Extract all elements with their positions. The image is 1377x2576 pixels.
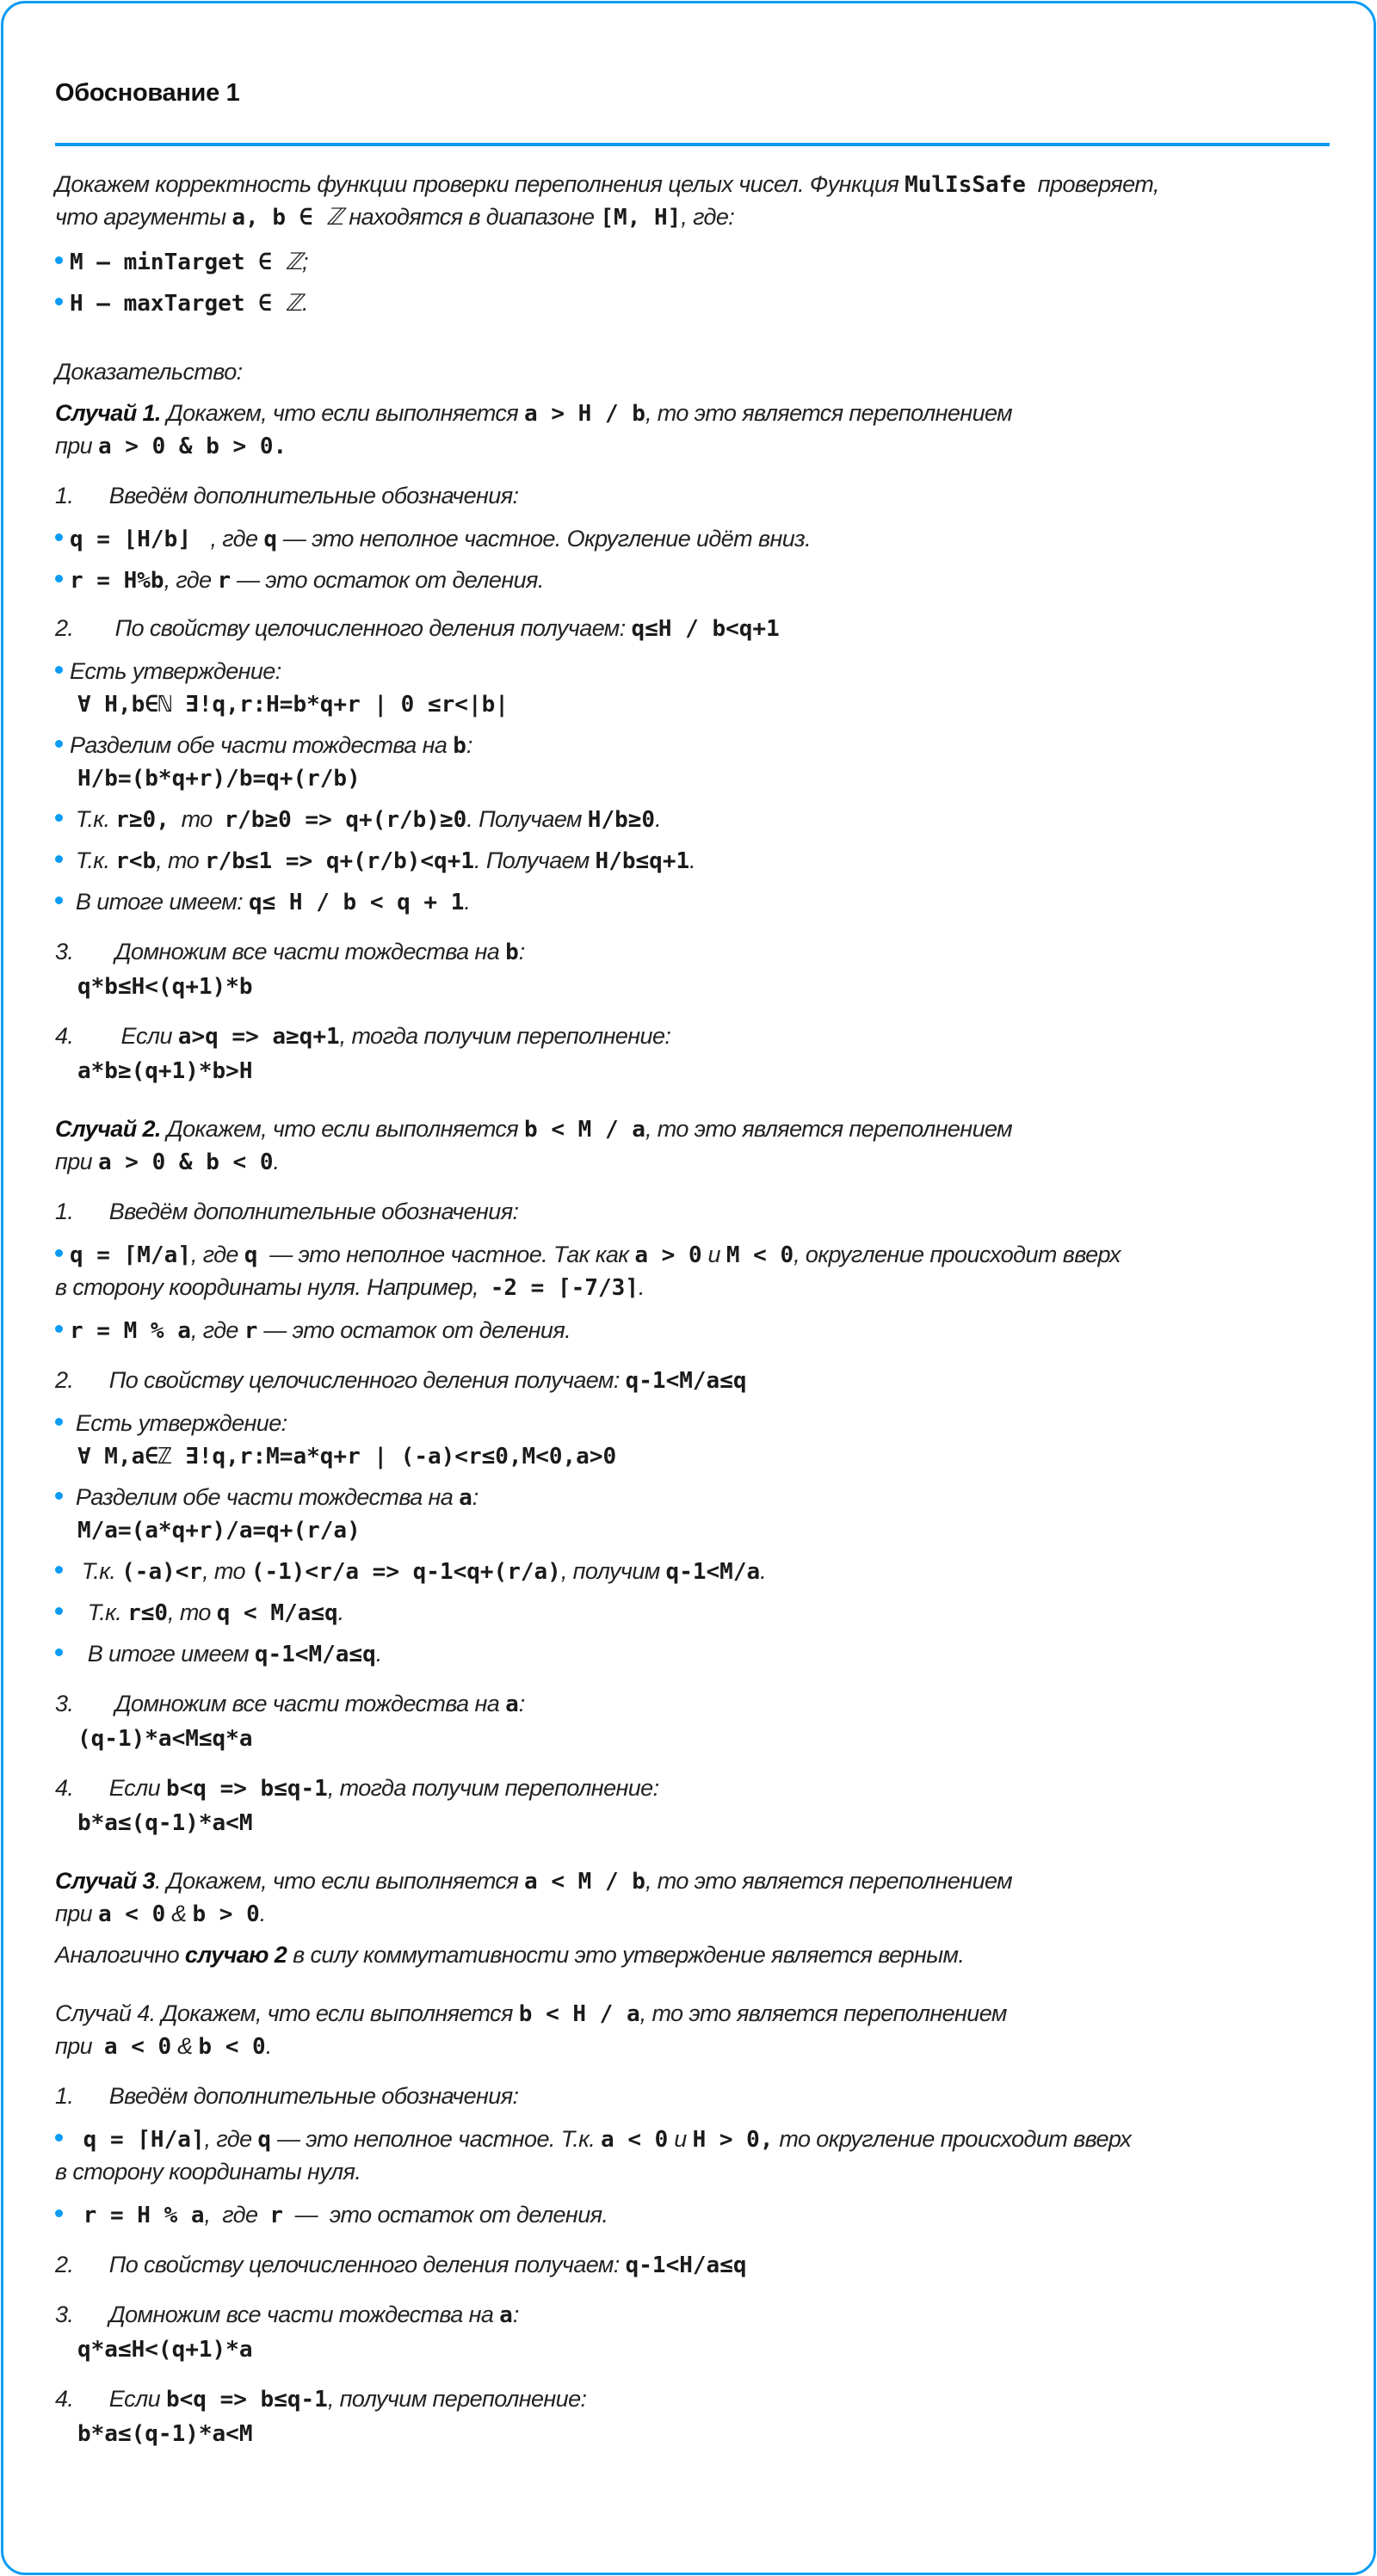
text-line bbox=[55, 2031, 272, 2061]
code-expression: a>q => a≥q+1 bbox=[177, 1024, 340, 1050]
bullet-item bbox=[55, 564, 544, 595]
bullet-item bbox=[55, 523, 811, 554]
bullet-item bbox=[55, 1482, 479, 1513]
code-expression: q*a≤H<(q+1)*a bbox=[77, 2337, 253, 2363]
text-fragment: — это остаток от деления. bbox=[282, 2202, 608, 2228]
code-expression: r<b bbox=[115, 848, 157, 874]
text-fragment: Т.к. bbox=[70, 1599, 128, 1625]
code-expression: b<q => b≤q-1 bbox=[165, 1776, 328, 1802]
code-expression: r = H % a bbox=[70, 2203, 205, 2228]
text-fragment: 2. По свойству целочисленного деления получаем: bbox=[55, 615, 632, 641]
text-fragment: 1. Введём дополнительные обозначения: bbox=[55, 483, 519, 508]
text-fragment: при bbox=[55, 1901, 98, 1926]
text-fragment: и bbox=[701, 1242, 726, 1267]
text-fragment: при bbox=[55, 1149, 98, 1174]
text-line bbox=[77, 971, 253, 1001]
bullet-item bbox=[55, 730, 472, 761]
text-line bbox=[55, 1772, 658, 1803]
code-expression: r/b≥0 => q+(r/b)≥0 bbox=[224, 807, 467, 833]
text-fragment: 4. Если bbox=[55, 1775, 166, 1801]
text-fragment: Т.к. bbox=[70, 1558, 122, 1584]
bullet-dot-icon bbox=[55, 740, 63, 748]
text-fragment: , где bbox=[190, 1317, 244, 1343]
text-fragment: & bbox=[165, 1901, 193, 1926]
text-fragment: 2. По свойству целочисленного деления получаем: bbox=[55, 2252, 626, 2277]
text-line bbox=[55, 1688, 525, 1719]
code-expression: q = ⌊H/b⌋ bbox=[70, 527, 205, 552]
code-expression: a, b ∈ bbox=[232, 205, 326, 231]
bullet-item bbox=[55, 1638, 382, 1669]
text-fragment: проверяет, bbox=[1025, 171, 1159, 197]
code-expression: a bbox=[499, 2302, 513, 2328]
text-line bbox=[55, 430, 287, 461]
code-expression: b*a≤(q-1)*a<M bbox=[77, 1810, 253, 1836]
text-fragment: — это неполное частное. Так как bbox=[257, 1242, 635, 1267]
code-expression: a > 0 & b < 0 bbox=[98, 1149, 274, 1175]
bullet-dot-icon bbox=[55, 1325, 63, 1333]
code-expression: a < 0 bbox=[103, 2034, 172, 2060]
code-expression: r bbox=[269, 2203, 283, 2228]
bullet-item bbox=[55, 2199, 608, 2230]
code-expression: q bbox=[263, 527, 277, 552]
case-label: Случай 2. bbox=[55, 1116, 161, 1142]
text-fragment: то округление происходит вверх bbox=[773, 2126, 1132, 2152]
code-expression: q = ⌈H/a⌉ bbox=[70, 2127, 205, 2153]
text-fragment: Аналогично bbox=[55, 1942, 185, 1968]
code-expression: r≥0, bbox=[115, 807, 170, 833]
text-line bbox=[55, 1998, 1007, 2029]
text-fragment: . bbox=[760, 1558, 767, 1584]
text-fragment: 3. Домножим все части тождества на bbox=[55, 939, 506, 964]
code-expression: r/b≤1 => q+(r/b)<q+1 bbox=[204, 848, 475, 874]
bullet-dot-icon bbox=[55, 575, 63, 582]
text-fragment: Есть утверждение: bbox=[70, 658, 281, 684]
text-fragment: . Получаем bbox=[466, 806, 588, 832]
text-fragment: — это неполное частное. Т.к. bbox=[271, 2126, 602, 2152]
text-fragment: , где bbox=[204, 526, 264, 552]
text-fragment: , тогда получим переполнение: bbox=[327, 1775, 659, 1801]
text-fragment: — это неполное частное. Округление идёт вниз. bbox=[276, 526, 811, 552]
case-label: Случай 3 bbox=[55, 1868, 155, 1894]
text-line bbox=[55, 356, 243, 387]
text-fragment: . bbox=[375, 1641, 382, 1667]
code-expression: a > 0 & b > 0. bbox=[98, 434, 287, 459]
bullet-dot-icon bbox=[55, 1418, 63, 1426]
code-expression: a < 0 bbox=[98, 1901, 166, 1927]
text-line bbox=[77, 1807, 253, 1838]
code-expression: b<q => b≤q-1 bbox=[165, 2387, 328, 2413]
text-fragment: 3. Домножим все части тождества на bbox=[55, 2302, 500, 2327]
code-expression: r bbox=[244, 1318, 258, 1344]
bullet-item bbox=[55, 1597, 344, 1628]
code-expression: H/b=(b*q+r)/b=q+(r/b) bbox=[77, 766, 361, 792]
text-fragment: 1. Введём дополнительные обозначения: bbox=[55, 1199, 519, 1224]
bullet-item bbox=[55, 804, 661, 835]
text-fragment: при bbox=[55, 2033, 104, 2059]
text-fragment: 4. Если bbox=[55, 1023, 178, 1049]
text-fragment: 3. Домножим все части тождества на bbox=[55, 1691, 506, 1716]
text-fragment: & bbox=[171, 2033, 199, 2059]
bullet-dot-icon bbox=[55, 1249, 63, 1257]
text-fragment: В итоге имеем: bbox=[70, 889, 249, 915]
code-expression: (-a)<r bbox=[121, 1559, 203, 1585]
bullet-dot-icon bbox=[55, 1566, 63, 1574]
text-line bbox=[77, 1514, 361, 1545]
bullet-dot-icon bbox=[55, 2209, 63, 2217]
code-expression: q≤H / b<q+1 bbox=[631, 616, 780, 642]
text-fragment: : bbox=[518, 939, 525, 964]
code-expression: MulIsSafe bbox=[905, 172, 1026, 198]
case-label: случаю 2 bbox=[184, 1942, 287, 1968]
code-expression: r = M % a bbox=[70, 1318, 191, 1344]
text-fragment: Докажем, что если выполняется bbox=[160, 400, 525, 426]
text-fragment: : bbox=[466, 732, 472, 758]
bullet-item bbox=[55, 246, 308, 277]
code-expression: q-1<M/a≤q bbox=[625, 1368, 747, 1394]
text-line bbox=[55, 613, 780, 644]
text-fragment: , то bbox=[202, 1558, 251, 1584]
text-fragment: , где bbox=[164, 567, 218, 593]
code-expression: q = ⌈M/a⌉ bbox=[70, 1242, 191, 1268]
bullet-dot-icon bbox=[55, 855, 63, 863]
bullet-item bbox=[55, 1315, 571, 1346]
text-line bbox=[55, 397, 1012, 428]
text-fragment: : bbox=[472, 1484, 479, 1510]
text-fragment: В итоге имеем bbox=[70, 1641, 255, 1667]
text-fragment: : bbox=[512, 2302, 519, 2327]
text-fragment: . bbox=[265, 2033, 272, 2059]
text-fragment: . bbox=[655, 806, 661, 832]
text-fragment: в сторону координаты нуля. Например, bbox=[55, 1274, 491, 1300]
text-fragment: , то это является переполнением bbox=[639, 2000, 1007, 2026]
code-expression: q bbox=[257, 2127, 272, 2153]
text-line bbox=[55, 1865, 1012, 1896]
text-line bbox=[77, 2418, 253, 2449]
text-fragment: Разделим обе части тождества на bbox=[70, 1484, 460, 1510]
text-fragment: Случай 4. Докажем, что если выполняется bbox=[55, 2000, 519, 2026]
bullet-dot-icon bbox=[55, 897, 63, 904]
text-fragment: Т.к. bbox=[70, 847, 116, 873]
code-expression: b < H / a bbox=[518, 2001, 640, 2027]
code-expression: a > H / b bbox=[524, 401, 645, 427]
text-fragment: , где bbox=[204, 2202, 270, 2228]
text-line bbox=[55, 2156, 361, 2187]
bullet-dot-icon bbox=[55, 1607, 63, 1615]
text-fragment: при bbox=[55, 433, 98, 459]
text-fragment: . bbox=[638, 1274, 645, 1300]
code-expression: a < M / b bbox=[524, 1869, 645, 1895]
text-fragment: и bbox=[668, 2126, 693, 2152]
bullet-dot-icon bbox=[55, 1492, 63, 1500]
code-expression: H/b≥0 bbox=[587, 807, 656, 833]
text-line bbox=[55, 2383, 586, 2414]
text-fragment: : bbox=[518, 1691, 525, 1716]
text-fragment: . Докажем, что если выполняется bbox=[154, 1868, 525, 1894]
text-fragment: в силу коммутативности это утверждение является верным. bbox=[287, 1942, 965, 1968]
justification-card bbox=[1, 1, 1376, 2575]
text-fragment: Разделим обе части тождества на bbox=[70, 732, 454, 758]
text-fragment: , где bbox=[204, 2126, 258, 2152]
code-expression: a bbox=[505, 1692, 519, 1717]
page-title: Обоснование 1 bbox=[55, 79, 240, 107]
text-fragment: , то bbox=[156, 847, 205, 873]
text-fragment: ℤ. bbox=[285, 290, 308, 316]
text-fragment: . bbox=[689, 847, 696, 873]
code-expression: a < 0 bbox=[601, 2127, 669, 2153]
text-line bbox=[55, 1196, 518, 1227]
bullet-item bbox=[55, 845, 695, 876]
text-fragment: в сторону координаты нуля. bbox=[55, 2159, 361, 2185]
code-expression: r≤0 bbox=[127, 1600, 169, 1626]
text-line bbox=[77, 2333, 253, 2364]
bullet-dot-icon bbox=[55, 256, 63, 264]
code-expression: M – minTarget ∈ bbox=[70, 250, 286, 275]
text-fragment: Есть утверждение: bbox=[70, 1410, 287, 1436]
text-line bbox=[55, 169, 1159, 200]
code-expression: b < M / a bbox=[524, 1117, 645, 1143]
bullet-dot-icon bbox=[55, 666, 63, 674]
text-fragment: , то bbox=[168, 1599, 217, 1625]
code-expression: M < 0 bbox=[726, 1242, 794, 1268]
code-expression: [M, H] bbox=[600, 205, 682, 231]
code-expression: (q-1)*a<M≤q*a bbox=[77, 1726, 253, 1752]
code-expression: q*b≤H<(q+1)*b bbox=[77, 974, 253, 1000]
text-fragment: Докажем, что если выполняется bbox=[160, 1116, 525, 1142]
bullet-dot-icon bbox=[55, 298, 63, 305]
bullet-item bbox=[55, 656, 281, 687]
text-fragment: то bbox=[169, 806, 225, 832]
text-line bbox=[55, 480, 518, 511]
text-fragment: , получим bbox=[560, 1558, 666, 1584]
code-expression: b > 0 bbox=[192, 1901, 260, 1927]
text-fragment: . bbox=[464, 889, 471, 915]
text-fragment: ℤ; bbox=[285, 249, 308, 274]
text-line bbox=[55, 1898, 266, 1929]
code-expression: b*a≤(q-1)*a<M bbox=[77, 2421, 253, 2447]
code-expression: H > 0, bbox=[692, 2127, 774, 2153]
text-fragment: , то это является переполнением bbox=[645, 400, 1013, 426]
text-line bbox=[77, 1722, 253, 1753]
text-fragment: 2. По свойству целочисленного деления получаем: bbox=[55, 1367, 626, 1393]
code-expression: r bbox=[217, 568, 232, 594]
text-fragment: Т.к. bbox=[70, 806, 116, 832]
code-expression: q-1<M/a≤q bbox=[254, 1642, 376, 1667]
code-expression: q≤ H / b < q + 1 bbox=[248, 890, 465, 915]
bullet-dot-icon bbox=[55, 814, 63, 822]
bullet-item bbox=[55, 1408, 287, 1439]
text-fragment: . bbox=[259, 1901, 266, 1926]
code-expression: b bbox=[505, 940, 519, 965]
bullet-item bbox=[55, 287, 308, 318]
text-line bbox=[55, 2299, 519, 2330]
text-fragment: — это остаток от деления. bbox=[257, 1317, 571, 1343]
bullet-dot-icon bbox=[55, 2134, 63, 2142]
text-fragment: Доказательство: bbox=[55, 359, 243, 385]
text-line bbox=[55, 1146, 279, 1177]
text-line bbox=[55, 201, 734, 232]
text-fragment: что аргументы bbox=[55, 204, 232, 230]
code-expression: q bbox=[244, 1242, 258, 1268]
code-expression: r = H%b bbox=[70, 568, 164, 594]
text-fragment: . bbox=[273, 1149, 280, 1174]
bullet-item bbox=[55, 2123, 1131, 2154]
code-expression: q < M/a≤q bbox=[216, 1600, 338, 1626]
text-fragment: . Получаем bbox=[474, 847, 596, 873]
text-line bbox=[77, 688, 509, 719]
code-expression: b bbox=[453, 733, 466, 759]
code-expression: -2 = ⌈-7/3⌉ bbox=[490, 1275, 639, 1301]
code-expression: ∀ H,b∈ℕ ∃!q,r:H=b*q+r | 0 ≤r<|b| bbox=[77, 692, 509, 718]
text-fragment: , где: bbox=[681, 204, 735, 230]
text-fragment: ℤ находятся в диапазоне bbox=[325, 204, 601, 230]
code-expression: H/b≤q+1 bbox=[595, 848, 690, 874]
text-fragment: , получим переполнение: bbox=[327, 2386, 587, 2412]
text-line bbox=[55, 1272, 645, 1303]
code-expression: q-1<H/a≤q bbox=[625, 2252, 747, 2278]
code-expression: M/a=(a*q+r)/a=q+(r/a) bbox=[77, 1518, 361, 1544]
code-expression: (-1)<r/a => q-1<q+(r/a) bbox=[250, 1559, 561, 1585]
text-line bbox=[77, 762, 361, 793]
text-line bbox=[55, 2080, 518, 2111]
text-fragment: 4. Если bbox=[55, 2386, 166, 2412]
title-divider bbox=[55, 143, 1330, 146]
bullet-item bbox=[55, 1556, 766, 1587]
case-label: Случай 1. bbox=[55, 400, 161, 426]
text-fragment: , тогда получим переполнение: bbox=[339, 1023, 671, 1049]
text-fragment: , то это является переполнением bbox=[645, 1116, 1013, 1142]
code-expression: H – maxTarget ∈ bbox=[70, 291, 286, 317]
bullet-dot-icon bbox=[55, 533, 63, 541]
code-expression: q-1<M/a bbox=[665, 1559, 761, 1585]
text-line bbox=[55, 1113, 1012, 1144]
text-fragment: 1. Введём дополнительные обозначения: bbox=[55, 2083, 519, 2109]
text-fragment: — это остаток от деления. bbox=[231, 567, 544, 593]
bullet-item bbox=[55, 1239, 1121, 1270]
text-line bbox=[55, 2249, 747, 2280]
code-expression: a*b≥(q+1)*b>H bbox=[77, 1058, 253, 1084]
text-fragment: , где bbox=[190, 1242, 244, 1267]
text-fragment: , то это является переполнением bbox=[645, 1868, 1013, 1894]
text-fragment: , округление происходит вверх bbox=[793, 1242, 1121, 1267]
text-line bbox=[55, 1365, 747, 1396]
text-line bbox=[55, 1020, 670, 1051]
bullet-item bbox=[55, 886, 470, 917]
text-fragment: Докажем корректность функции проверки переполнения целых чисел. Функция bbox=[55, 171, 905, 197]
code-expression: a bbox=[459, 1485, 472, 1511]
code-expression: ∀ M,a∈ℤ ∃!q,r:M=a*q+r | (-a)<r≤0,M<0,a>0 bbox=[77, 1444, 617, 1470]
code-expression: a > 0 bbox=[634, 1242, 702, 1268]
text-line bbox=[77, 1055, 253, 1086]
code-expression: b < 0 bbox=[198, 2034, 266, 2060]
text-line bbox=[55, 1939, 964, 1970]
bullet-dot-icon bbox=[55, 1649, 63, 1656]
text-line bbox=[77, 1440, 616, 1471]
text-line bbox=[55, 936, 525, 967]
text-fragment: . bbox=[337, 1599, 344, 1625]
